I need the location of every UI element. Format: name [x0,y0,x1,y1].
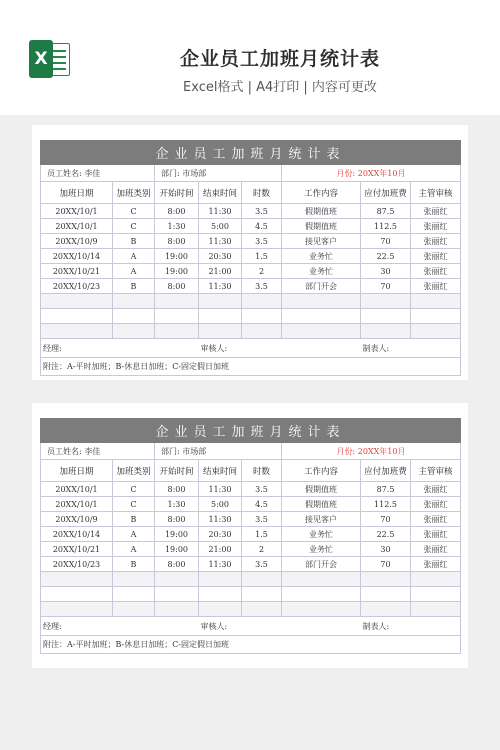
column-header: 应付加班费 [361,182,411,204]
table-cell: 假期值班 [282,204,361,219]
signature-row [41,617,461,636]
table-cell: 11:30 [199,512,242,527]
empty-row [41,294,461,309]
table-cell: 张丽红 [411,204,461,219]
table-row [41,234,461,249]
table-cell: 87.5 [361,482,411,497]
table-row [41,527,461,542]
table-cell: 87.5 [361,204,411,219]
table-row [41,204,461,219]
table-cell: 5:00 [199,219,242,234]
table-row [41,482,461,497]
table-cell: A [113,264,155,279]
column-header: 主管审核 [411,460,461,482]
table-cell: B [113,512,155,527]
table-cell: 张丽红 [411,249,461,264]
table-cell: 假期值班 [282,497,361,512]
column-header: 时数 [242,460,282,482]
table-cell: 11:30 [199,204,242,219]
excel-x-badge: X [29,40,53,78]
employee-name-cell [41,165,155,182]
table-cell: 20XX/10/21 [41,542,113,557]
employee-name-cell [41,443,155,460]
table-cell: 30 [361,264,411,279]
table-cell: 22.5 [361,249,411,264]
table-cell: C [113,204,155,219]
table-cell: 70 [361,234,411,249]
table-cell: 张丽红 [411,264,461,279]
table-cell: 4.5 [242,219,282,234]
table-cell: 19:00 [155,249,199,264]
table-cell: 张丽红 [411,497,461,512]
table-cell: 1.5 [242,249,282,264]
column-header: 应付加班费 [361,460,411,482]
table-cell: 1.5 [242,527,282,542]
month-cell: 月份: 20XX年10月 [282,443,461,460]
table-cell: 112.5 [361,497,411,512]
month-cell: 月份: 20XX年10月 [282,165,461,182]
table-cell: 20:30 [199,527,242,542]
overtime-table [40,418,461,654]
table-cell: 部门开会 [282,557,361,572]
table-cell: 20XX/10/23 [41,279,113,294]
table-cell: 3.5 [242,204,282,219]
table-cell: 70 [361,512,411,527]
employee-label: 员工姓名: [47,446,82,456]
reviewer-label: 审核人: [199,339,361,358]
table-cell: 张丽红 [411,512,461,527]
table-cell: 22.5 [361,527,411,542]
table-cell: 张丽红 [411,279,461,294]
table-cell: 20:30 [199,249,242,264]
table-cell: 21:00 [199,542,242,557]
table-cell: 8:00 [155,557,199,572]
table-cell: 张丽红 [411,542,461,557]
column-header: 时数 [242,182,282,204]
reviewer-label: 审核人: [199,617,361,636]
table-cell: 5:00 [199,497,242,512]
table-cell: 20XX/10/1 [41,497,113,512]
column-header: 主管审核 [411,182,461,204]
employee-name: 李佳 [84,446,101,456]
table-cell: B [113,234,155,249]
table-cell: 11:30 [199,234,242,249]
table-row [41,219,461,234]
table-cell: 3.5 [242,482,282,497]
sheet-preview-2 [32,403,468,668]
column-header: 加班类别 [113,182,155,204]
table-cell: 8:00 [155,482,199,497]
table-row [41,557,461,572]
footnote: 附注：A-平时加班；B-休息日加班；C-固定假日加班 [41,358,461,376]
column-header: 开始时间 [155,182,199,204]
excel-logo-icon [29,40,71,78]
table-cell: 3.5 [242,279,282,294]
empty-row [41,572,461,587]
table-cell: 张丽红 [411,219,461,234]
table-cell: 20XX/10/23 [41,557,113,572]
table-cell: 业务忙 [282,249,361,264]
table-cell: 2 [242,542,282,557]
table-cell: 3.5 [242,557,282,572]
column-header: 结束时间 [199,460,242,482]
table-row [41,497,461,512]
table-cell: 8:00 [155,512,199,527]
dept-name: 市场部 [182,168,207,178]
table-cell: C [113,497,155,512]
table-cell: 19:00 [155,264,199,279]
column-header: 工作内容 [282,182,361,204]
table-cell: 张丽红 [411,557,461,572]
table-cell: 接见客户 [282,234,361,249]
table-cell: A [113,542,155,557]
table-cell: C [113,219,155,234]
overtime-table [40,140,461,376]
table-cell: A [113,249,155,264]
department-cell [155,165,282,182]
table-cell: 3.5 [242,234,282,249]
sheet-title: 企业员工加班月统计表 [41,419,461,443]
table-cell: 11:30 [199,482,242,497]
signature-row [41,339,461,358]
footnote: 附注：A-平时加班；B-休息日加班；C-固定假日加班 [41,636,461,654]
table-cell: 11:30 [199,279,242,294]
manager-label: 经理: [41,617,199,636]
table-row [41,512,461,527]
table-cell: 21:00 [199,264,242,279]
table-cell: 张丽红 [411,527,461,542]
table-cell: 3.5 [242,512,282,527]
table-cell: 4.5 [242,497,282,512]
table-cell: 张丽红 [411,482,461,497]
table-cell: 20XX/10/14 [41,527,113,542]
table-row [41,542,461,557]
table-cell: 假期值班 [282,482,361,497]
page-subtitle: Excel格式 | A4打印 | 内容可更改 [183,80,377,95]
table-cell: 8:00 [155,279,199,294]
table-cell: 20XX/10/21 [41,264,113,279]
table-cell: 部门开会 [282,279,361,294]
table-cell: C [113,482,155,497]
preparer-label: 制表人: [361,339,461,358]
empty-row [41,587,461,602]
column-header: 加班类别 [113,460,155,482]
column-header: 开始时间 [155,460,199,482]
empty-row [41,309,461,324]
manager-label: 经理: [41,339,199,358]
table-cell: A [113,527,155,542]
table-row [41,279,461,294]
table-cell: 20XX/10/14 [41,249,113,264]
table-row [41,264,461,279]
dept-label: 部门: [161,168,180,178]
empty-row [41,602,461,617]
table-cell: 1:30 [155,219,199,234]
table-cell: 张丽红 [411,234,461,249]
sheet-title: 企业员工加班月统计表 [41,141,461,165]
table-cell: 20XX/10/9 [41,512,113,527]
dept-name: 市场部 [182,446,207,456]
table-cell: 11:30 [199,557,242,572]
dept-label: 部门: [161,446,180,456]
table-cell: 20XX/10/1 [41,204,113,219]
table-cell: B [113,279,155,294]
table-cell: 8:00 [155,234,199,249]
department-cell [155,443,282,460]
table-row [41,249,461,264]
table-cell: 业务忙 [282,542,361,557]
table-cell: 70 [361,557,411,572]
table-cell: 2 [242,264,282,279]
employee-name: 李佳 [84,168,101,178]
column-header: 工作内容 [282,460,361,482]
table-cell: 8:00 [155,204,199,219]
column-header: 加班日期 [41,460,113,482]
page-title: 企业员工加班月统计表 [179,48,380,70]
table-cell: B [113,557,155,572]
sheet-preview-1 [32,125,468,380]
table-cell: 19:00 [155,527,199,542]
column-header: 加班日期 [41,182,113,204]
table-cell: 假期值班 [282,219,361,234]
preparer-label: 制表人: [361,617,461,636]
table-cell: 20XX/10/1 [41,219,113,234]
table-cell: 20XX/10/9 [41,234,113,249]
table-cell: 70 [361,279,411,294]
column-header: 结束时间 [199,182,242,204]
table-cell: 业务忙 [282,264,361,279]
table-cell: 1:30 [155,497,199,512]
table-cell: 业务忙 [282,527,361,542]
employee-label: 员工姓名: [47,168,82,178]
table-cell: 19:00 [155,542,199,557]
page-header [0,0,500,115]
table-cell: 接见客户 [282,512,361,527]
table-cell: 112.5 [361,219,411,234]
empty-row [41,324,461,339]
table-cell: 20XX/10/1 [41,482,113,497]
table-cell: 30 [361,542,411,557]
